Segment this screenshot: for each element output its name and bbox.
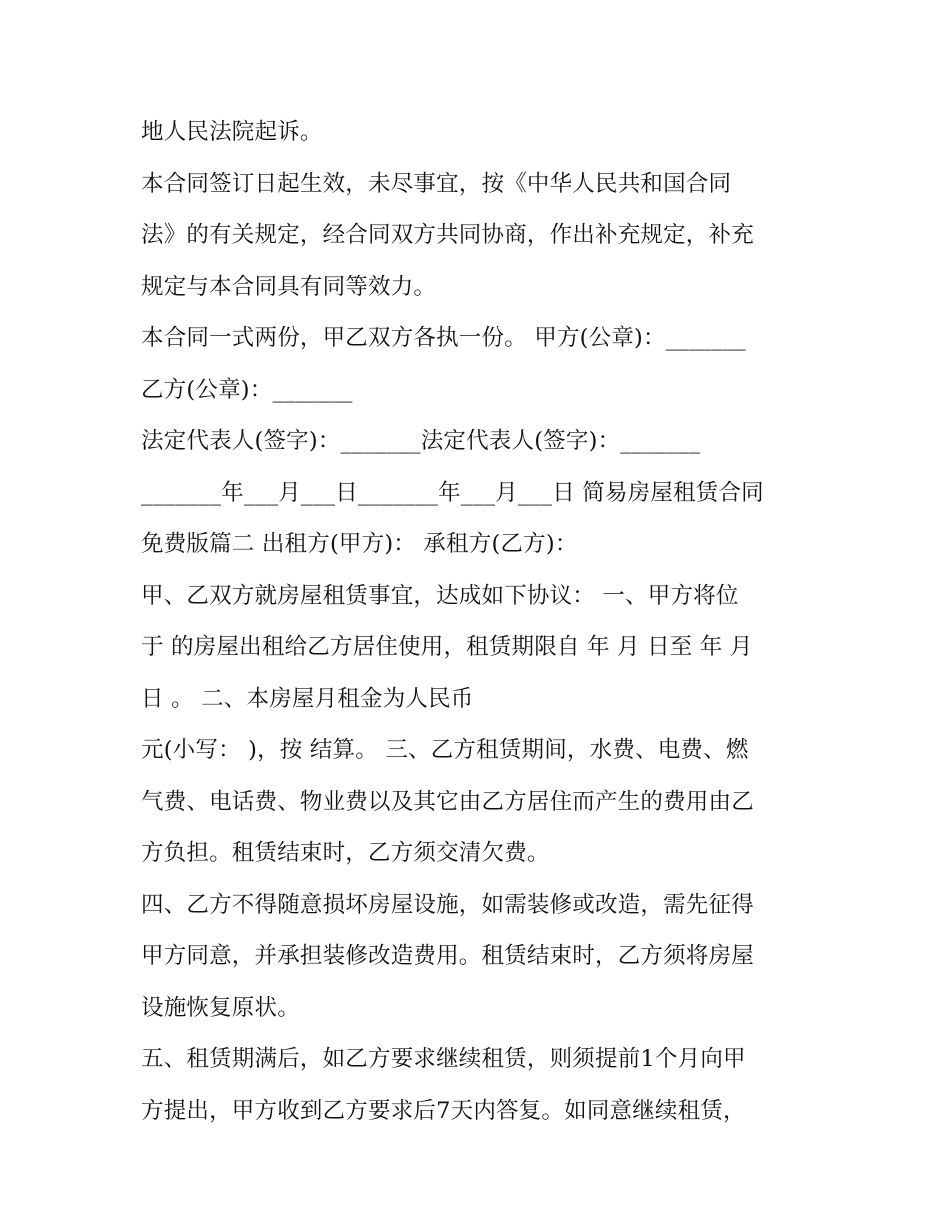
text-line: 气费、电话费、物业费以及其它由乙方居住而产生的费用由乙 bbox=[141, 788, 754, 815]
text-line: 免费版篇二 出租方(甲方)： 承租方(乙方)： bbox=[141, 531, 578, 557]
text-line: 甲、乙双方就房屋租赁事宜，达成如下协议： 一、甲方将位 bbox=[141, 582, 739, 609]
document-body bbox=[141, 107, 831, 1137]
text-line: _______年___月___日_______年___月___日 简易房屋租赁合同 bbox=[141, 479, 764, 506]
text-line: 本合同签订日起生效，未尽事宜，按《中华人民共和国合同 bbox=[141, 170, 732, 197]
text-line: 设施恢复原状。 bbox=[141, 994, 300, 1021]
text-line: 甲方同意，并承担装修改造费用。租赁结束时，乙方须将房屋 bbox=[141, 943, 754, 969]
text-line: 地人民法院起诉。 bbox=[141, 119, 323, 145]
text-line: 四、乙方不得随意损坏房屋设施，如需装修或改造，需先征得 bbox=[141, 891, 754, 918]
text-line: 法》的有关规定，经合同双方共同协商，作出补充规定，补充 bbox=[141, 222, 754, 248]
text-line: 日 。 二、本房屋月租金为人民币 bbox=[141, 685, 474, 712]
text-line: 五、租赁期满后，如乙方要求继续租赁，则须提前1个月向甲 bbox=[141, 1046, 746, 1072]
text-line: 方负担。租赁结束时，乙方须交清欠费。 bbox=[141, 840, 550, 866]
text-line: 规定与本合同具有同等效力。 bbox=[141, 273, 437, 300]
text-line: 方提出，甲方收到乙方要求后7天内答复。如同意继续租赁， bbox=[141, 1097, 746, 1124]
text-line: 于 的房屋出租给乙方居住使用，租赁期限自 年 月 日至 年 月 bbox=[141, 634, 753, 660]
text-line: 法定代表人(签字)：_______法定代表人(签字)：_______ bbox=[141, 428, 701, 454]
text-line: 元(小写： )，按 结算。 三、乙方租赁期间，水费、电费、燃 bbox=[141, 737, 749, 763]
text-line: 本合同一式两份，甲乙双方各执一份。 甲方(公章)：_______ bbox=[141, 325, 746, 351]
text-line: 乙方(公章)：_______ bbox=[141, 376, 353, 403]
